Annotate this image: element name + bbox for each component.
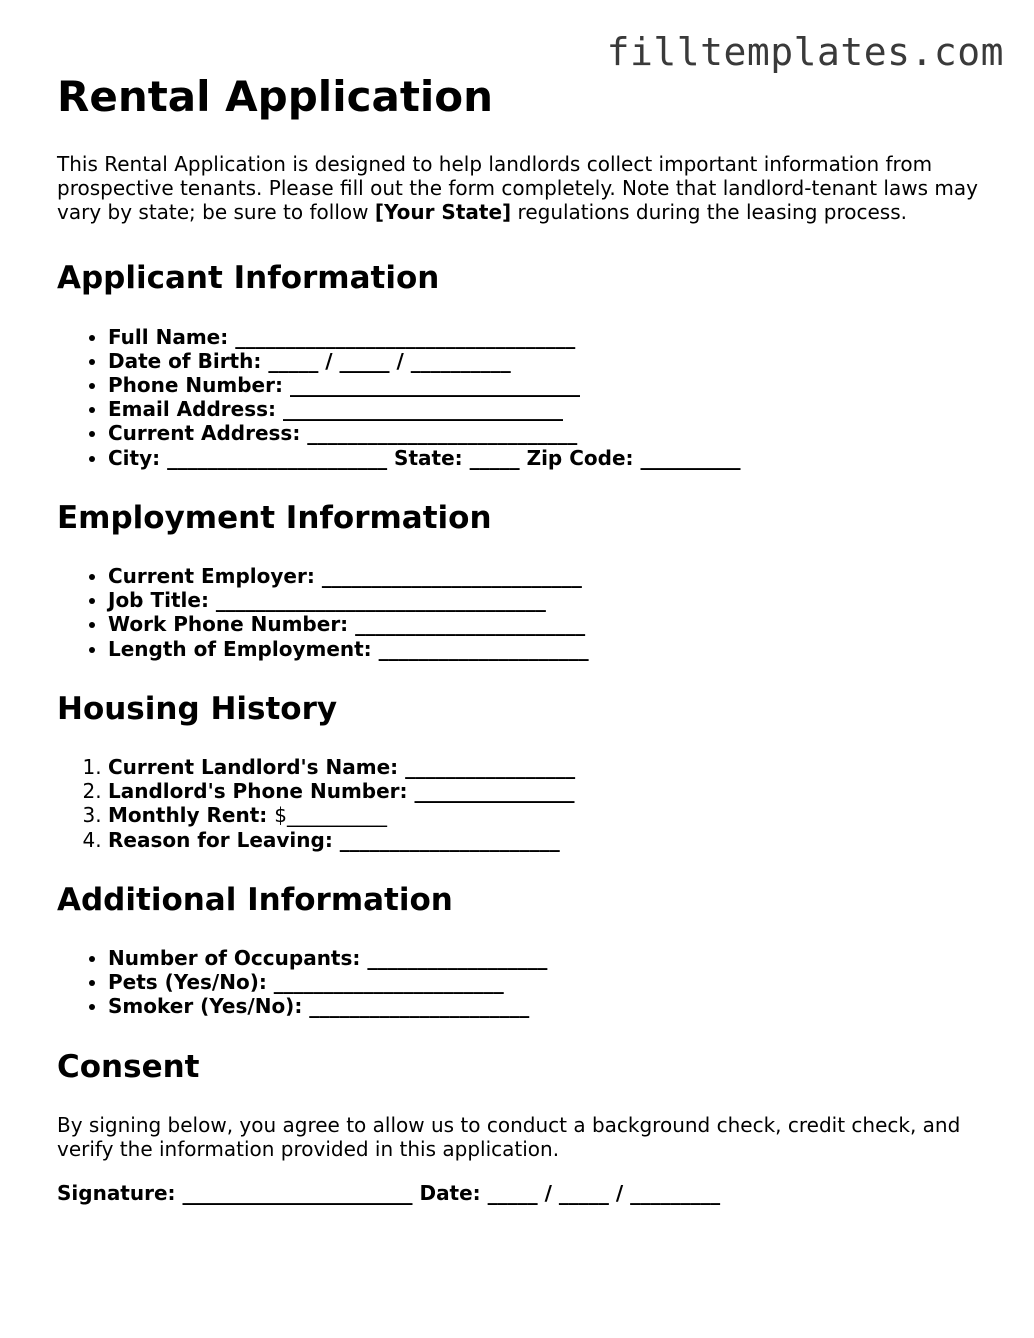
- field-label: Landlord's Phone Number:: [108, 779, 415, 804]
- job-title-field[interactable]: [108, 588, 987, 612]
- field-blank[interactable]: __________________: [367, 945, 548, 970]
- current-address-field[interactable]: [108, 421, 987, 445]
- signature-date-field[interactable]: Signature: _______________________ Date: _____ / _____ / _________: [57, 1180, 721, 1205]
- field-blank[interactable]: ________________: [414, 779, 575, 804]
- field-blank[interactable]: _______________________: [355, 612, 586, 637]
- intro-text: This Rental Application is designed to help landlords collect important information from prospective tenants. Please fill out the form completely. Note that landlord-tenant laws may vary by state; be sure to follow: [57, 152, 978, 225]
- employment-heading: Employment Information: [57, 499, 492, 536]
- field-blank[interactable]: ______________________: [339, 827, 560, 852]
- field-blank[interactable]: ______________________: [309, 994, 530, 1019]
- field-blank[interactable]: ___________________________: [307, 421, 578, 446]
- field-label: Smoker (Yes/No):: [108, 994, 310, 1019]
- date-of-birth-field[interactable]: [108, 349, 987, 373]
- field-label: Work Phone Number:: [108, 612, 356, 637]
- applicant-list: [57, 325, 987, 470]
- intro-state-placeholder: [Your State]: [374, 200, 512, 225]
- field-label: Email Address:: [108, 397, 283, 422]
- landlord-phone-field[interactable]: [108, 779, 987, 803]
- field-label: Length of Employment:: [108, 636, 379, 661]
- field-label: City:: [108, 445, 168, 470]
- field-blank[interactable]: __________________________________: [235, 324, 576, 349]
- employment-list: [57, 564, 987, 661]
- occupants-field[interactable]: [108, 946, 987, 970]
- consent-text: By signing below, you agree to allow us to conduct a background check, credit check, and verify the information provided in this application.: [57, 1112, 961, 1161]
- field-label: Current Address:: [108, 421, 308, 446]
- field-blank[interactable]: ______________________ State: _____ Zip Code: __________: [167, 445, 741, 470]
- housing-heading: Housing History: [57, 690, 338, 727]
- additional-list: [57, 946, 987, 1019]
- field-blank[interactable]: _____ / _____ / __________: [268, 348, 511, 373]
- field-label: Pets (Yes/No):: [108, 970, 274, 995]
- field-label: Number of Occupants:: [108, 945, 368, 970]
- field-blank[interactable]: $__________: [274, 803, 387, 828]
- field-blank[interactable]: __________________________: [321, 563, 582, 588]
- field-label: Date of Birth:: [108, 348, 269, 373]
- field-blank[interactable]: ____________________________: [282, 397, 563, 422]
- field-blank[interactable]: _________________________________: [215, 588, 546, 613]
- intro-paragraph: [57, 152, 987, 224]
- current-employer-field[interactable]: [108, 564, 987, 588]
- city-state-zip-field[interactable]: [108, 446, 987, 470]
- length-of-employment-field[interactable]: [108, 637, 987, 661]
- field-blank[interactable]: _____________________________: [289, 372, 580, 397]
- monthly-rent-field[interactable]: [108, 803, 987, 827]
- watermark: filltemplates.com: [606, 30, 1004, 74]
- reason-for-leaving-field[interactable]: [108, 828, 987, 852]
- consent-heading: Consent: [57, 1048, 200, 1085]
- field-blank[interactable]: _________________: [405, 754, 576, 779]
- field-label: Phone Number:: [108, 372, 290, 397]
- page-title: Rental Application: [57, 72, 494, 121]
- field-label: Monthly Rent:: [108, 803, 275, 828]
- intro-text-end: regulations during the leasing process.: [511, 200, 907, 225]
- phone-number-field[interactable]: [108, 373, 987, 397]
- additional-heading: Additional Information: [57, 881, 453, 918]
- email-address-field[interactable]: [108, 397, 987, 421]
- work-phone-field[interactable]: [108, 612, 987, 636]
- field-blank[interactable]: _____________________: [378, 636, 589, 661]
- document: [57, 72, 987, 1205]
- pets-field[interactable]: [108, 970, 987, 994]
- applicant-heading: Applicant Information: [57, 260, 440, 297]
- full-name-field[interactable]: [108, 325, 987, 349]
- smoker-field[interactable]: [108, 994, 987, 1018]
- field-blank[interactable]: _______________________: [273, 970, 504, 995]
- housing-list: [57, 755, 987, 852]
- field-label: Full Name:: [108, 324, 236, 349]
- field-label: Current Landlord's Name:: [108, 754, 406, 779]
- landlord-name-field[interactable]: [108, 755, 987, 779]
- field-label: Reason for Leaving:: [108, 827, 340, 852]
- field-label: Job Title:: [108, 588, 216, 613]
- field-label: Current Employer:: [108, 563, 322, 588]
